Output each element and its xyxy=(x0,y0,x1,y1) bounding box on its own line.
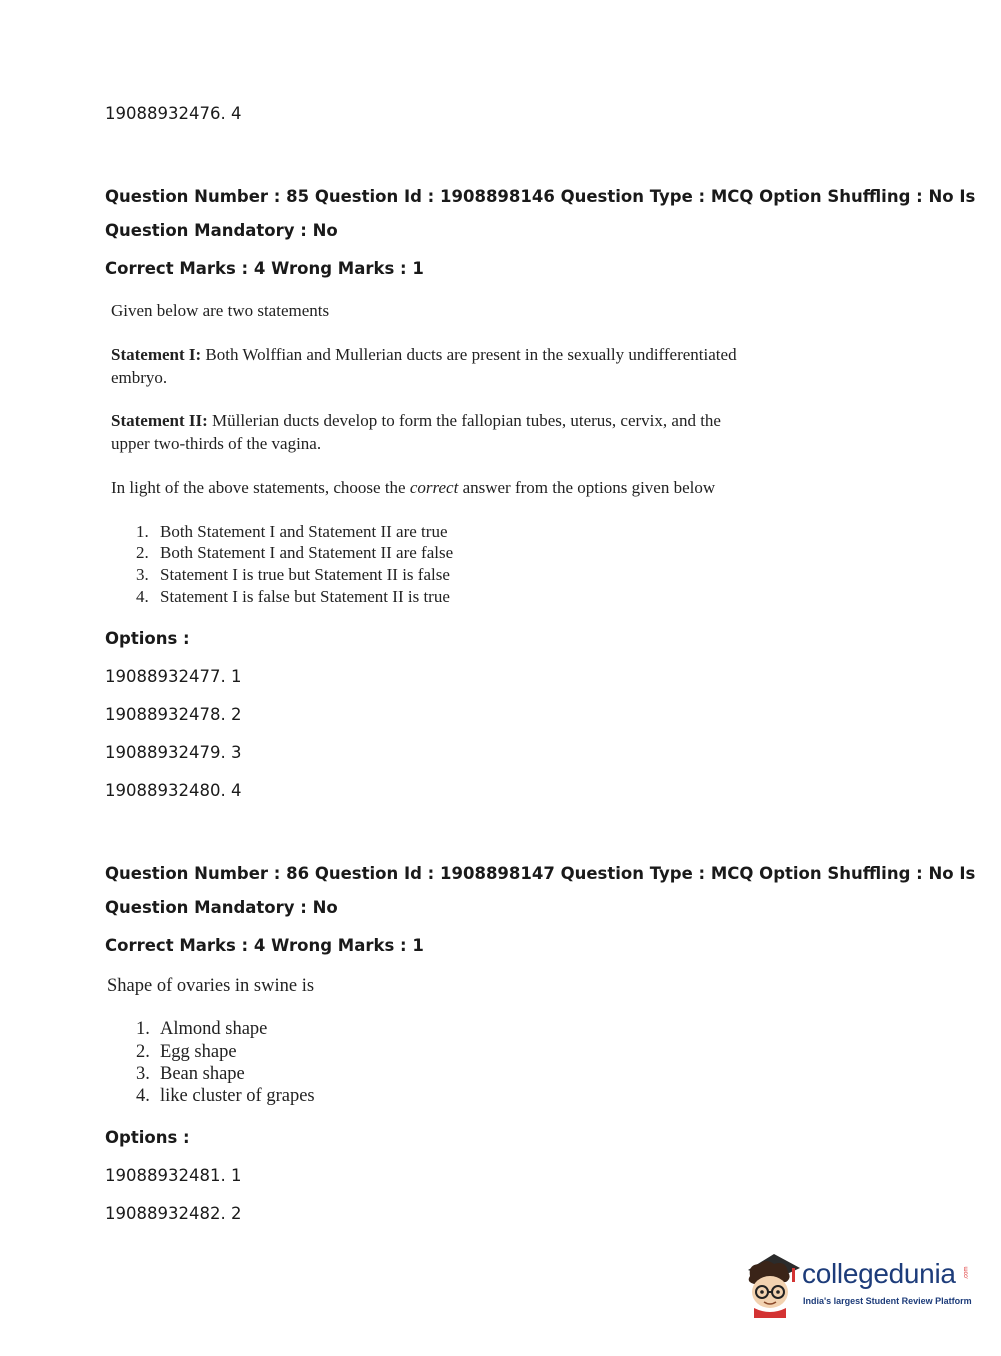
statement-2-line-1 xyxy=(111,411,721,431)
option-line: 19088932477. 1 xyxy=(105,667,242,686)
question-85-header: Question Number : 85 Question Id : 1908898146 Question Type : MCQ Option Shuffling : No Is xyxy=(105,187,976,206)
question-86-marks: Correct Marks : 4 Wrong Marks : 1 xyxy=(105,936,424,955)
question-86-text: Shape of ovaries in swine is xyxy=(107,976,315,996)
choice-item xyxy=(136,565,450,585)
option-line: 19088932476. 4 xyxy=(105,104,242,123)
question-85-marks: Correct Marks : 4 Wrong Marks : 1 xyxy=(105,259,424,278)
mascot-icon xyxy=(740,1250,804,1320)
instruction-text-b: answer from the options given below xyxy=(458,478,716,497)
choice-text: Statement I is true but Statement II is false xyxy=(160,565,450,584)
choice-text: Both Statement I and Statement II are true xyxy=(160,522,448,541)
option-line: 19088932482. 2 xyxy=(105,1204,242,1223)
choice-item xyxy=(136,587,450,607)
option-line: 19088932481. 1 xyxy=(105,1166,242,1185)
choice-text: like cluster of grapes xyxy=(160,1086,315,1106)
choice-number: 3. xyxy=(136,565,149,584)
collegedunia-logo xyxy=(740,1250,970,1320)
choice-text: Bean shape xyxy=(160,1064,245,1084)
question-85-instruction xyxy=(111,478,715,498)
instruction-emphasis: correct xyxy=(409,478,459,497)
statement-2-line-2: upper two-thirds of the vagina. xyxy=(111,434,322,453)
statement-1-label: Statement I: xyxy=(111,345,202,364)
statement-1-line-1 xyxy=(111,345,737,365)
choice-number: 1. xyxy=(136,1019,150,1039)
choice-item xyxy=(136,1086,315,1107)
logo-tagline: India's largest Student Review Platform xyxy=(803,1296,972,1306)
choice-number: 1. xyxy=(136,522,149,541)
choice-number: 4. xyxy=(136,587,149,606)
statement-1-text: Both Wolffian and Mullerian ducts are present in the sexually undifferentiated xyxy=(201,345,737,364)
instruction-text-a: In light of the above statements, choose the xyxy=(111,478,410,497)
statement-2-label: Statement II: xyxy=(111,411,208,430)
options-label: Options : xyxy=(105,629,190,648)
choice-number: 4. xyxy=(136,1086,150,1106)
choice-item xyxy=(136,1064,245,1085)
question-85-mandatory: Question Mandatory : No xyxy=(105,221,338,240)
statement-2-text: Müllerian ducts develop to form the fallopian tubes, uterus, cervix, and the xyxy=(207,411,721,430)
choice-text: Both Statement I and Statement II are false xyxy=(160,543,454,562)
option-line: 19088932479. 3 xyxy=(105,743,242,762)
choice-item xyxy=(136,1019,267,1040)
question-86-header: Question Number : 86 Question Id : 1908898147 Question Type : MCQ Option Shuffling : No Is xyxy=(105,864,976,883)
choice-item xyxy=(136,1042,237,1063)
choice-text: Statement I is false but Statement II is true xyxy=(160,587,450,606)
question-86-mandatory: Question Mandatory : No xyxy=(105,898,338,917)
option-line: 19088932478. 2 xyxy=(105,705,242,724)
choice-number: 3. xyxy=(136,1064,150,1084)
option-line: 19088932480. 4 xyxy=(105,781,242,800)
choice-item xyxy=(136,522,448,542)
choice-number: 2. xyxy=(136,1042,150,1062)
logo-name: collegedunia xyxy=(802,1258,956,1289)
choice-text: Almond shape xyxy=(160,1019,268,1039)
choice-number: 2. xyxy=(136,543,149,562)
options-label: Options : xyxy=(105,1128,190,1147)
choice-text: Egg shape xyxy=(160,1042,237,1062)
choice-item xyxy=(136,543,453,563)
logo-suffix: .com xyxy=(963,1266,970,1280)
question-85-intro: Given below are two statements xyxy=(111,301,330,320)
statement-1-line-2: embryo. xyxy=(111,368,168,387)
